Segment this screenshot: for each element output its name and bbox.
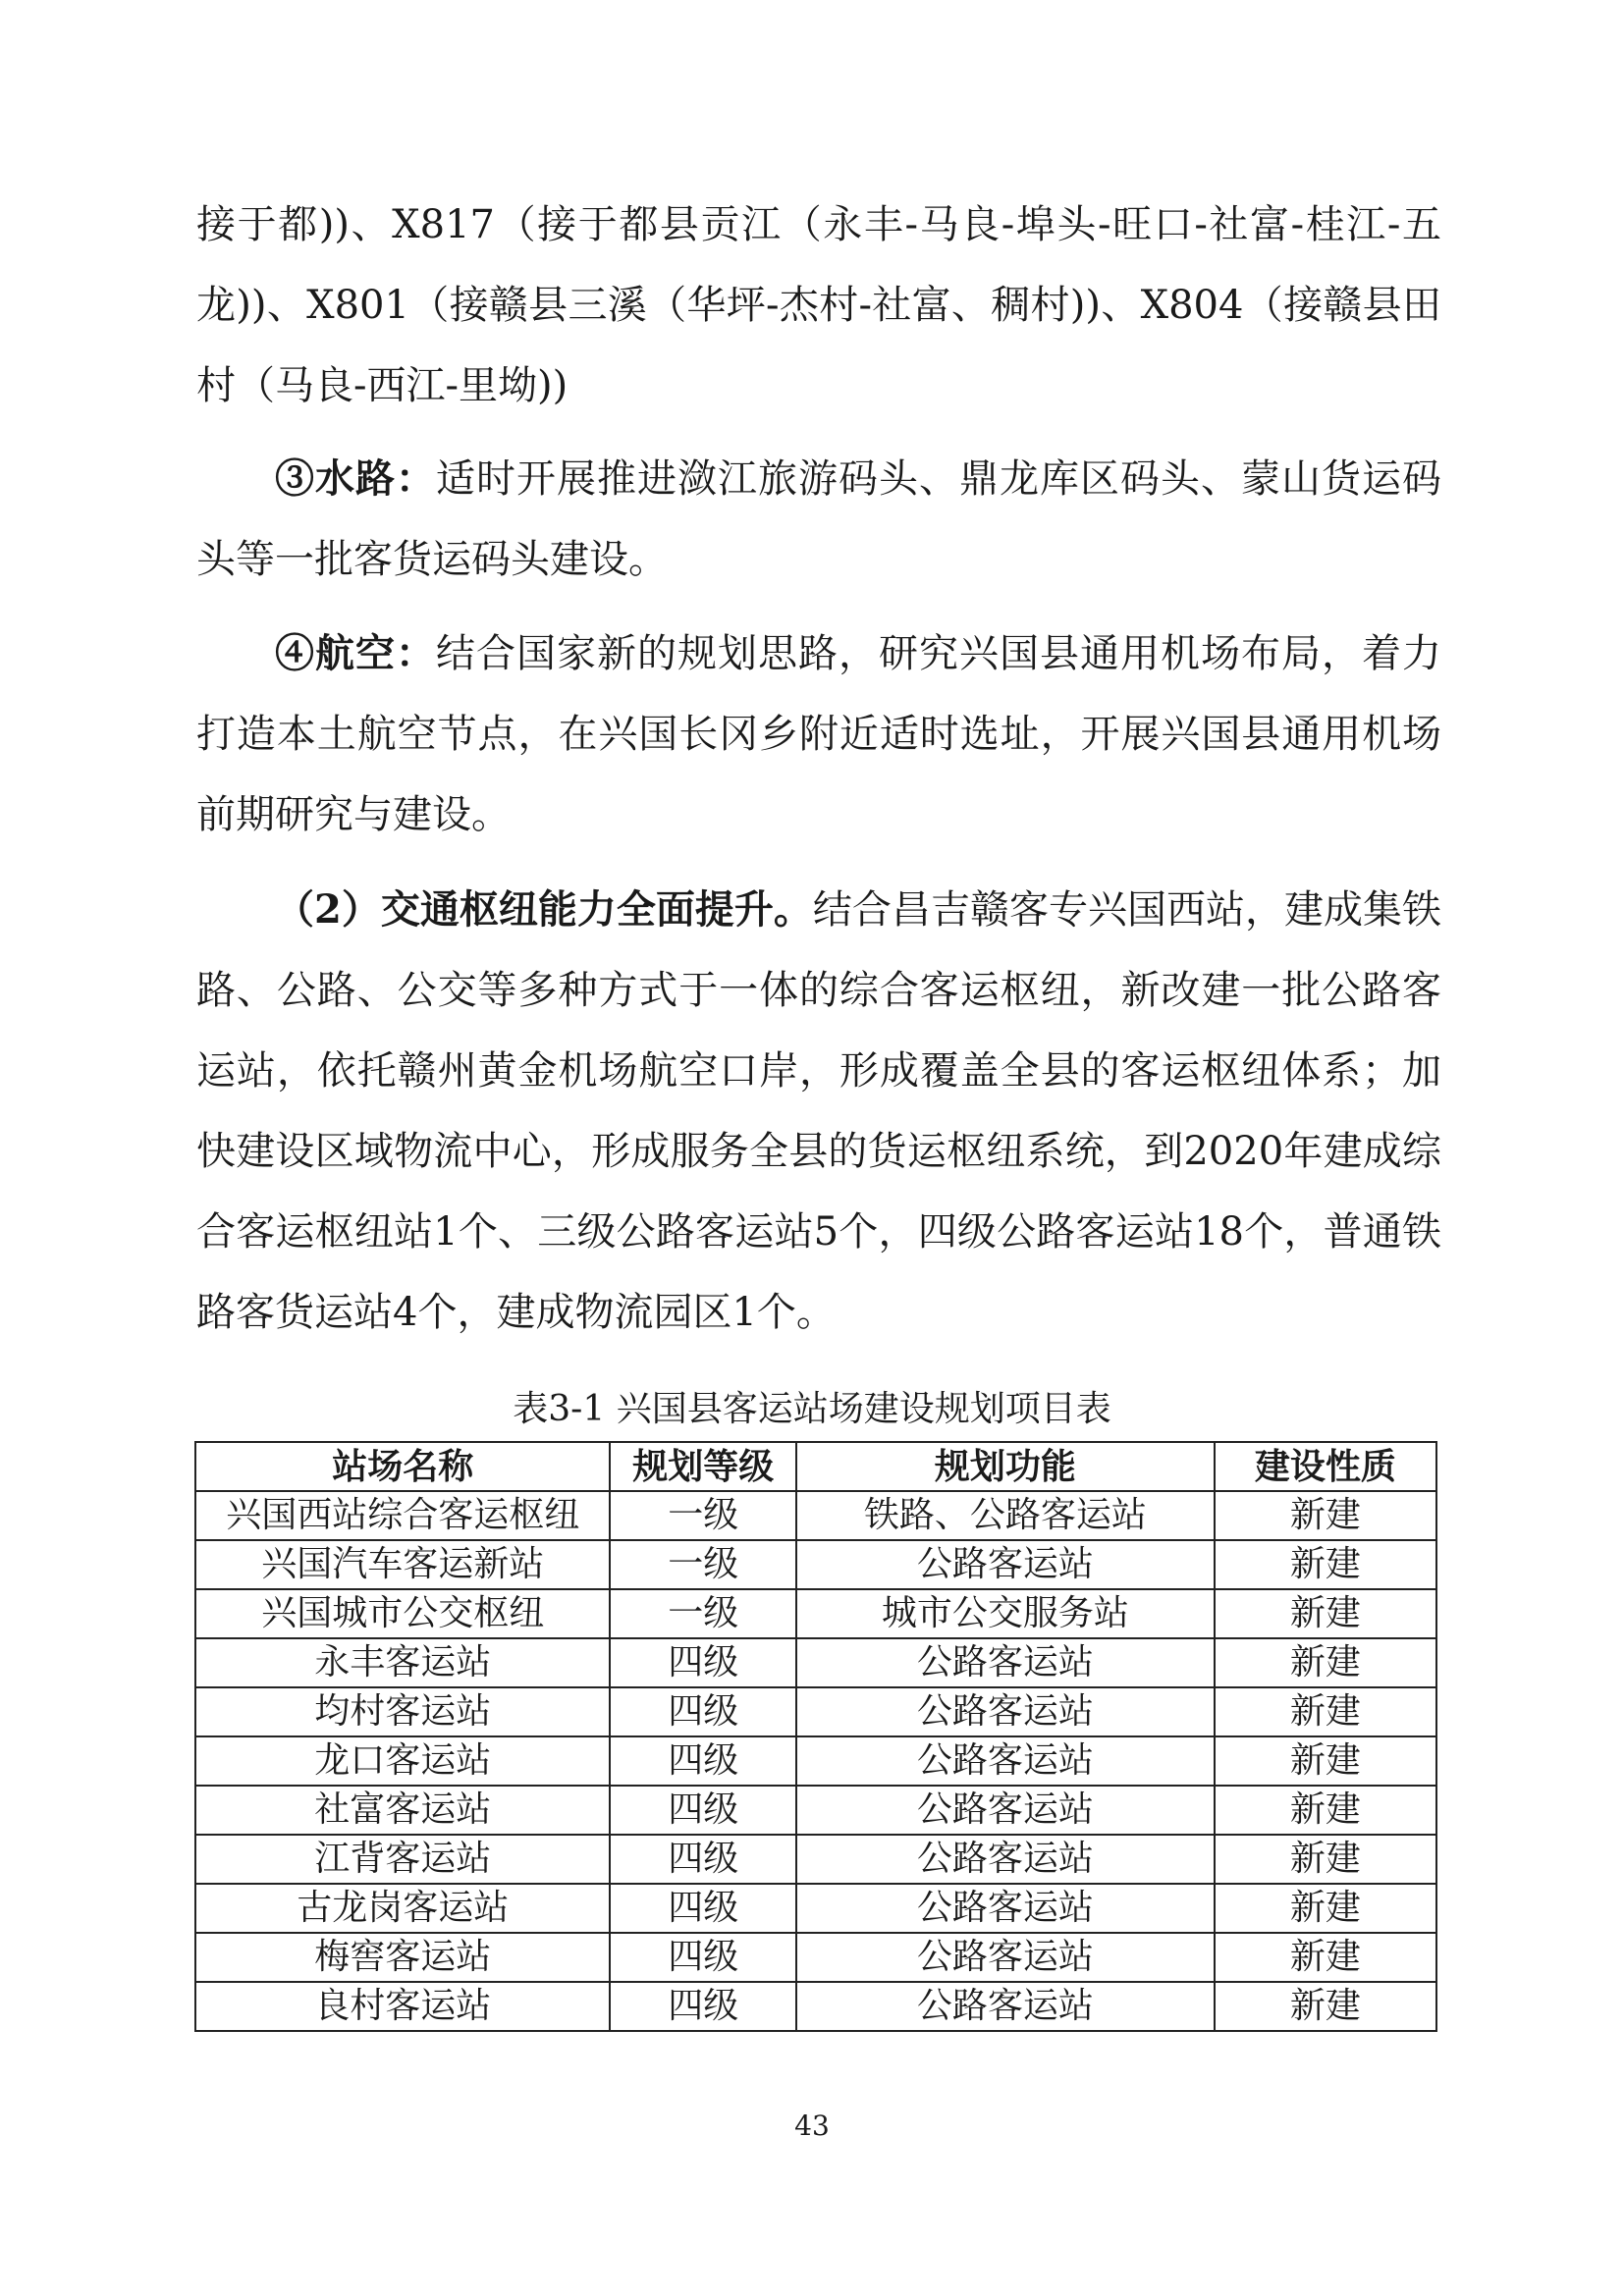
cell-construction-type: 新建 (1215, 1982, 1436, 2031)
cell-planning-function: 公路客运站 (796, 1835, 1215, 1884)
page-number: 43 (794, 2109, 830, 2142)
paragraph-waterway (196, 439, 1441, 600)
cell-planning-level: 一级 (610, 1540, 796, 1589)
cell-planning-function: 公路客运站 (796, 1933, 1215, 1982)
table-caption: 表3-1 兴国县客运站场建设规划项目表 (513, 1389, 1111, 1429)
cell-station-name: 古龙岗客运站 (195, 1884, 610, 1933)
cell-planning-level: 四级 (610, 1982, 796, 2031)
cell-construction-type: 新建 (1215, 1884, 1436, 1933)
cell-construction-type: 新建 (1215, 1835, 1436, 1884)
cell-planning-level: 一级 (610, 1491, 796, 1540)
cell-construction-type: 新建 (1215, 1933, 1436, 1982)
cell-planning-function: 公路客运站 (796, 1982, 1215, 2031)
cell-construction-type: 新建 (1215, 1736, 1436, 1786)
cell-planning-function: 城市公交服务站 (796, 1589, 1215, 1638)
table-row (195, 1786, 1436, 1835)
table-row (195, 1491, 1436, 1540)
cell-planning-function: 公路客运站 (796, 1687, 1215, 1736)
cell-station-name: 兴国汽车客运新站 (195, 1540, 610, 1589)
table-row (195, 1638, 1436, 1687)
cell-planning-function: 公路客运站 (796, 1786, 1215, 1835)
cell-planning-function: 铁路、公路客运站 (796, 1491, 1215, 1540)
cell-station-name: 龙口客运站 (195, 1736, 610, 1786)
table-body (195, 1491, 1436, 2031)
cell-station-name: 良村客运站 (195, 1982, 610, 2031)
cell-station-name: 江背客运站 (195, 1835, 610, 1884)
cell-planning-level: 四级 (610, 1933, 796, 1982)
cell-planning-level: 一级 (610, 1589, 796, 1638)
header-planning-level: 规划等级 (610, 1442, 796, 1491)
table-row (195, 1736, 1436, 1786)
cell-station-name: 兴国城市公交枢纽 (195, 1589, 610, 1638)
cell-station-name: 均村客运站 (195, 1687, 610, 1736)
paragraph-hub-capacity (196, 870, 1441, 1353)
cell-planning-function: 公路客运站 (796, 1736, 1215, 1786)
cell-planning-function: 公路客运站 (796, 1638, 1215, 1687)
cell-planning-function: 公路客运站 (796, 1540, 1215, 1589)
cell-station-name: 社富客运站 (195, 1786, 610, 1835)
cell-construction-type: 新建 (1215, 1687, 1436, 1736)
header-station-name: 站场名称 (195, 1442, 610, 1491)
cell-construction-type: 新建 (1215, 1540, 1436, 1589)
table-row (195, 1540, 1436, 1589)
paragraph-text: 结合昌吉赣客专兴国西站，建成集铁路、公路、公交等多种方式于一体的综合客运枢纽，新改建一批公路客运站，依托赣州黄金机场航空口岸，形成覆盖全县的客运枢纽体系；加快建设区域物流中心，形成服务全县的货运枢纽系统，到2020年建成综合客运枢纽站1个、三级公路客运站5个，四级公路客运站18个，普通铁路客货运站4个，建成物流园区1个。 (196, 887, 1442, 1335)
table-row (195, 1982, 1436, 2031)
table-row (195, 1933, 1436, 1982)
table-row (195, 1589, 1436, 1638)
paragraph-aviation (196, 614, 1441, 855)
cell-planning-level: 四级 (610, 1736, 796, 1786)
station-planning-table (194, 1441, 1437, 2032)
header-planning-function: 规划功能 (796, 1442, 1215, 1491)
paragraph-heading: ④航空： (275, 630, 436, 676)
paragraph-text: 接于都))、X817（接于都县贡江（永丰-马良-埠头-旺口-社富-桂江-五龙))、X801（接赣县三溪（华坪-杰村-社富、稠村))、X804（接赣县田村（马良-西江-里坳)) (196, 202, 1441, 408)
cell-planning-level: 四级 (610, 1786, 796, 1835)
paragraph-heading: ③水路： (275, 455, 436, 502)
cell-planning-level: 四级 (610, 1884, 796, 1933)
table-header-row (195, 1442, 1436, 1491)
cell-construction-type: 新建 (1215, 1589, 1436, 1638)
cell-construction-type: 新建 (1215, 1786, 1436, 1835)
cell-station-name: 兴国西站综合客运枢纽 (195, 1491, 610, 1540)
paragraph-county-roads (196, 185, 1441, 426)
paragraph-heading: （2）交通枢纽能力全面提升。 (275, 886, 813, 933)
header-construction-type: 建设性质 (1215, 1442, 1436, 1491)
cell-station-name: 永丰客运站 (195, 1638, 610, 1687)
cell-station-name: 梅窖客运站 (195, 1933, 610, 1982)
cell-planning-level: 四级 (610, 1638, 796, 1687)
cell-planning-level: 四级 (610, 1687, 796, 1736)
table-row (195, 1884, 1436, 1933)
cell-construction-type: 新建 (1215, 1491, 1436, 1540)
cell-planning-level: 四级 (610, 1835, 796, 1884)
paragraph-text: 结合国家新的规划思路，研究兴国县通用机场布局，着力打造本土航空节点，在兴国长冈乡附近适时选址，开展兴国县通用机场前期研究与建设。 (196, 631, 1441, 837)
cell-construction-type: 新建 (1215, 1638, 1436, 1687)
table-row (195, 1835, 1436, 1884)
cell-planning-function: 公路客运站 (796, 1884, 1215, 1933)
table-row (195, 1687, 1436, 1736)
paragraph-text: 适时开展推进潋江旅游码头、鼎龙库区码头、蒙山货运码头等一批客货运码头建设。 (196, 456, 1441, 582)
